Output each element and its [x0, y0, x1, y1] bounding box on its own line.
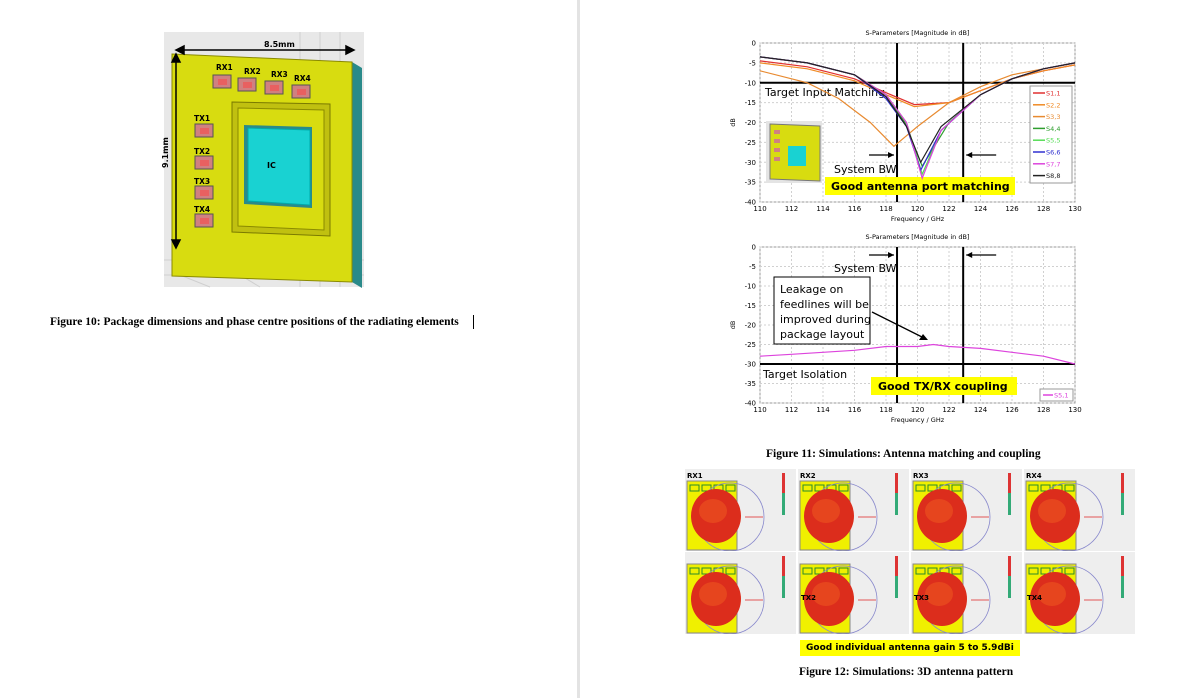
pattern-tile	[1024, 469, 1135, 551]
pattern-tile	[911, 469, 1022, 551]
y-tick-label: -30	[744, 158, 756, 167]
tx2-label: TX2	[194, 147, 211, 156]
tile-colorbar-low	[782, 576, 785, 598]
annot-leakage-line: Leakage on	[780, 283, 844, 296]
left-page	[0, 0, 577, 698]
annot-leakage-line: feedlines will be	[780, 298, 869, 311]
annot-system-bw: System BW	[834, 262, 897, 275]
rx1-label: RX1	[216, 63, 233, 72]
x-tick-label: 114	[816, 406, 830, 414]
annot-good-coupling: Good TX/RX coupling	[878, 380, 1008, 393]
annot-leakage-line: package layout	[780, 328, 865, 341]
tile-pattern-hotspot	[1038, 499, 1066, 523]
inset-element	[774, 157, 780, 161]
figure-10-package	[0, 0, 577, 300]
y-tick-label: -40	[744, 399, 756, 408]
s-params-matching-chart	[580, 0, 1185, 225]
x-tick-label: 112	[784, 205, 799, 213]
legend-entry: S8,8	[1046, 172, 1061, 181]
legend-entry: S5,5	[1046, 136, 1061, 145]
pattern-tile	[685, 469, 796, 551]
y-axis-label: dB	[729, 320, 737, 330]
figure-11-caption: Figure 11: Simulations: Antenna matching and coupling	[766, 448, 1041, 460]
x-tick-label: 130	[1068, 406, 1082, 414]
y-tick-label: -10	[744, 79, 756, 88]
tile-label: RX2	[800, 472, 816, 480]
x-tick-label: 110	[753, 205, 767, 213]
height-label: 9.1mm	[161, 137, 170, 168]
pattern-tile	[911, 552, 1022, 634]
y-tick-label: -35	[744, 178, 756, 187]
y-tick-label: 0	[751, 243, 756, 252]
y-tick-label: -25	[744, 341, 756, 349]
tile-pattern-hotspot	[925, 499, 953, 523]
y-tick-label: -20	[744, 119, 756, 127]
tile-label: RX1	[687, 472, 703, 480]
annot-system-bw: System BW	[834, 163, 897, 176]
gain-label: Good individual antenna gain 5 to 5.9dBi	[800, 640, 1020, 656]
tx4-label: TX4	[194, 205, 211, 214]
x-tick-label: 112	[784, 406, 799, 414]
tile-colorbar-low	[1008, 576, 1011, 598]
chart-title: S-Parameters [Magnitude in dB]	[865, 233, 970, 241]
annot-target-matching: Target Input Matching	[765, 86, 886, 99]
tile-pattern-hotspot	[925, 582, 953, 606]
tx3-label: TX3	[194, 177, 211, 186]
tile-pattern-hotspot	[1038, 582, 1066, 606]
x-tick-label: 128	[1036, 406, 1051, 414]
tile-colorbar-low	[895, 493, 898, 515]
x-tick-label: 122	[942, 205, 956, 213]
tile-pattern-hotspot	[812, 582, 840, 606]
y-tick-label: -5	[749, 263, 756, 271]
tile-label: RX3	[913, 472, 929, 480]
legend-entry: S3,3	[1046, 113, 1061, 122]
x-axis-label: Frequency / GHz	[890, 215, 945, 223]
chart-title: S-Parameters [Magnitude in dB]	[865, 29, 970, 37]
x-tick-label: 128	[1036, 205, 1051, 213]
text-cursor	[473, 315, 474, 329]
y-tick-label: -30	[744, 360, 756, 369]
figure-10-caption: Figure 10: Package dimensions and phase centre positions of the radiating elements	[50, 316, 459, 328]
legend-entry: S4,4	[1046, 124, 1061, 133]
tile-colorbar-low	[1121, 493, 1124, 515]
x-tick-label: 110	[753, 406, 767, 414]
legend-entry: S2,2	[1046, 101, 1061, 110]
y-tick-label: -10	[744, 282, 756, 291]
pattern-tile	[685, 552, 796, 634]
pattern-tile	[1024, 552, 1135, 634]
y-tick-label: -15	[744, 99, 756, 108]
x-tick-label: 124	[973, 205, 988, 213]
annot-leakage-line: improved during	[780, 313, 872, 326]
annot-target-isolation: Target Isolation	[763, 368, 848, 381]
x-tick-label: 126	[1005, 205, 1019, 213]
rx2-label: RX2	[244, 67, 261, 76]
inset-ic	[788, 146, 806, 166]
tile-label: TX2	[801, 594, 817, 602]
legend-entry: S5,1	[1054, 391, 1069, 400]
inset-element	[774, 148, 780, 152]
x-tick-label: 116	[847, 205, 862, 213]
x-tick-label: 114	[816, 205, 830, 213]
y-tick-label: -35	[744, 380, 756, 388]
ic-label: IC	[267, 161, 276, 170]
x-tick-label: 116	[847, 406, 862, 414]
x-tick-label: 118	[879, 205, 893, 213]
x-tick-label: 120	[910, 406, 925, 414]
y-tick-label: -20	[744, 321, 756, 330]
tile-colorbar-low	[895, 576, 898, 598]
tile-pattern-hotspot	[699, 499, 727, 523]
pattern-tile	[798, 552, 909, 634]
right-page	[580, 0, 1185, 698]
width-label: 8.5mm	[264, 40, 295, 49]
tile-colorbar-low	[782, 493, 785, 515]
inset-element	[774, 130, 780, 134]
pattern-grid	[685, 469, 1137, 635]
s-params-coupling-chart	[580, 225, 1185, 455]
x-axis-label: Frequency / GHz	[890, 416, 945, 424]
legend-entry: S7,7	[1046, 160, 1061, 169]
rx3-label: RX3	[271, 70, 288, 79]
x-tick-label: 130	[1068, 205, 1082, 213]
x-tick-label: 124	[973, 406, 988, 414]
y-tick-label: -25	[744, 138, 756, 147]
annot-good-matching: Good antenna port matching	[831, 180, 1010, 193]
legend-entry: S6,6	[1046, 148, 1061, 157]
y-tick-label: -5	[749, 59, 756, 68]
tile-pattern-hotspot	[699, 582, 727, 606]
y-tick-label: 0	[751, 39, 756, 48]
y-tick-label: -40	[744, 198, 756, 207]
figure-12-caption: Figure 12: Simulations: 3D antenna pattern	[799, 666, 1014, 678]
y-axis-label: dB	[729, 118, 737, 127]
x-tick-label: 118	[879, 406, 893, 414]
x-tick-label: 122	[942, 406, 956, 414]
pattern-tile	[798, 469, 909, 551]
tile-label: RX4	[1026, 472, 1042, 480]
tile-label: TX3	[914, 594, 930, 602]
rx4-label: RX4	[294, 74, 311, 83]
inset-element	[774, 139, 780, 143]
x-tick-label: 120	[910, 205, 925, 213]
x-tick-label: 126	[1005, 406, 1019, 414]
tile-label: TX4	[1027, 594, 1043, 602]
tile-pattern-hotspot	[812, 499, 840, 523]
y-tick-label: -15	[744, 302, 756, 310]
tile-colorbar-low	[1008, 493, 1011, 515]
tx1-label: TX1	[194, 114, 211, 123]
legend-entry: S1,1	[1046, 89, 1061, 98]
tile-colorbar-low	[1121, 576, 1124, 598]
